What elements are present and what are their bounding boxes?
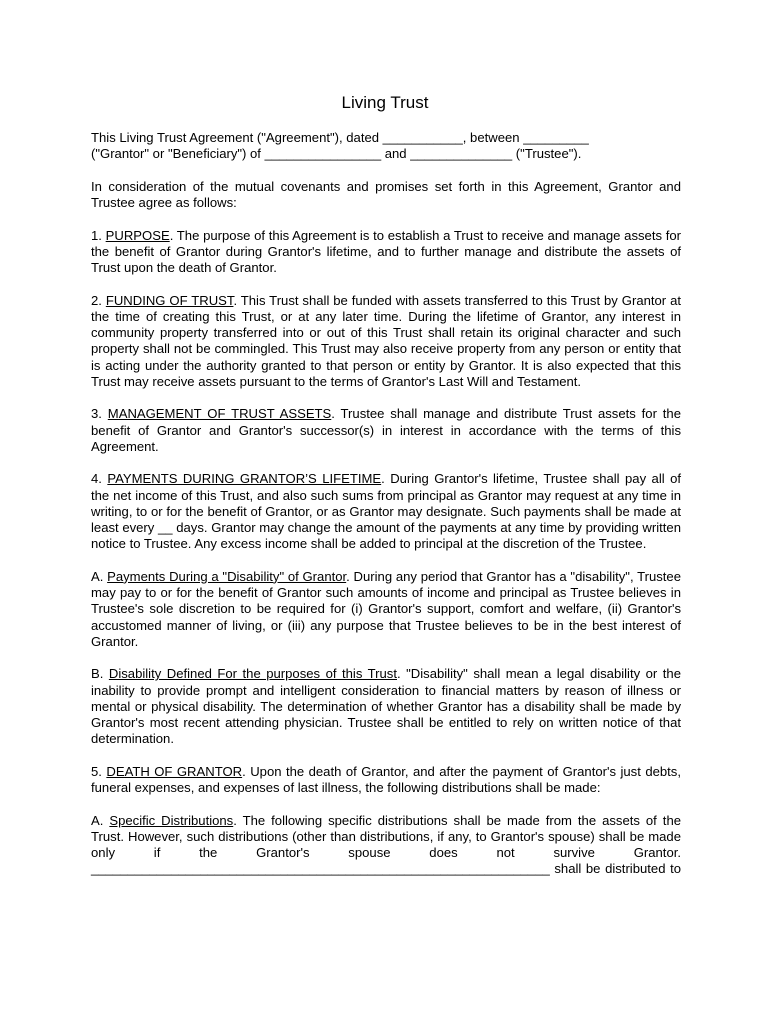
section-text: . The following specific distributions shall be made from the assets of the Trust. However, such distributions (other than distributions, if any, to Grantor's spouse) shall be made only if the Grantor's spouse does not survive Grantor. — [91, 812, 682, 860]
section-number: 2. — [91, 292, 106, 308]
section-text: . Upon the death of Grantor, and after the payment of Grantor's just debts, funeral expenses, and expenses of last illness, the following distributions shall be made: — [91, 763, 681, 795]
subsection-disability-payments — [91, 569, 681, 650]
section-number: B. — [91, 666, 109, 682]
distribution-blank-line: _______________________________________________________________ shall be distributed to — [91, 861, 681, 877]
section-number: 1. — [91, 227, 106, 243]
section-purpose — [91, 228, 681, 277]
subsection-specific-distributions — [91, 813, 681, 878]
section-heading: DEATH OF GRANTOR — [106, 763, 243, 779]
section-heading: PAYMENTS DURING GRANTOR’S LIFETIME — [107, 471, 382, 487]
section-text: . The purpose of this Agreement is to establish a Trust to receive and manage assets for the benefit of Grantor during Grantor's lifetime, and to further manage and distribute the assets of Trust upon the death of Grantor. — [91, 227, 682, 275]
section-heading: Disability Defined For the purposes of this Trust — [108, 666, 397, 682]
consideration-paragraph: In consideration of the mutual covenants and promises set forth in this Agreement, Grantor and Trustee agree as follows: — [91, 178, 681, 210]
intro-line-2: ("Grantor" or "Beneficiary") of ________________ and ______________ ("Trustee"). — [91, 146, 582, 162]
section-text: . Trustee shall manage and distribute Trust assets for the benefit of Grantor and Grantor's successor(s) in interest in accordance with the terms of this Agreement. — [91, 406, 681, 454]
intro-line-1: This Living Trust Agreement ("Agreement"), dated ___________, between _________ — [91, 130, 589, 145]
specific-distributions-text — [91, 813, 681, 862]
document-title: Living Trust — [341, 93, 429, 112]
section-text: . "Disability" shall mean a legal disability or the inability to provide prompt and intelligent consideration to financial matters by reason of illness or mental or physical disability. The determination of whether Grantor has a disability shall be made by Grantor's most recent attending physician. Trustee shall be entitled to rely on written notice of that determination. — [91, 666, 681, 747]
section-heading: FUNDING OF TRUST — [105, 292, 234, 308]
section-heading: Specific Distributions — [109, 812, 234, 828]
section-payments — [91, 471, 681, 552]
section-heading: PURPOSE — [105, 227, 170, 243]
section-number: A. — [91, 568, 108, 584]
section-number: 3. — [91, 406, 108, 422]
section-number: 5. — [91, 763, 107, 779]
section-number: A. — [91, 812, 110, 828]
section-number: 4. — [91, 471, 108, 487]
document-body — [91, 130, 681, 894]
intro-paragraph — [91, 130, 681, 163]
section-death — [91, 764, 681, 797]
section-text: . During Grantor's lifetime, Trustee shall pay all of the net income of this Trust, and also such sums from principal as Grantor may request at any time in writing, to or for the benefit of Grantor, or as Grantor may designate. Such payments shall be made at least every __ days. Grantor may change the amount of the payments at any time by providing written notice to Trustee. Any excess income shall be added to principal at the discretion of the Trustee. — [91, 471, 681, 552]
section-funding — [91, 293, 681, 391]
section-text: . During any period that Grantor has a "disability", Trustee may pay to or for the benefit of Grantor such amounts of income and principal as Trustee believes in Trustee's sole discretion to be required for (i) Grantor's support, comfort and welfare, (ii) Grantor's accustomed manner of living, or (iii) any purpose that Trustee believes to be in the best interest of Grantor. — [91, 568, 681, 649]
section-text: . This Trust shall be funded with assets transferred to this Trust by Grantor at the time of creating this Trust, or at any later time. During the lifetime of Grantor, any interest in community property transferred into or out of this Trust shall retain its original character and such property shall not be commingled. This Trust may also receive property from any person or entity that is acting under the authority granted to that person or entity by Grantor. It is also expected that this Trust may receive assets pursuant to the terms of Grantor's Last Will and Testament. — [91, 292, 681, 389]
section-management — [91, 406, 681, 455]
section-heading: MANAGEMENT OF TRUST ASSETS — [107, 406, 332, 422]
subsection-disability-defined — [91, 666, 681, 747]
section-heading: Payments During a "Disability" of Grantor — [107, 568, 347, 584]
